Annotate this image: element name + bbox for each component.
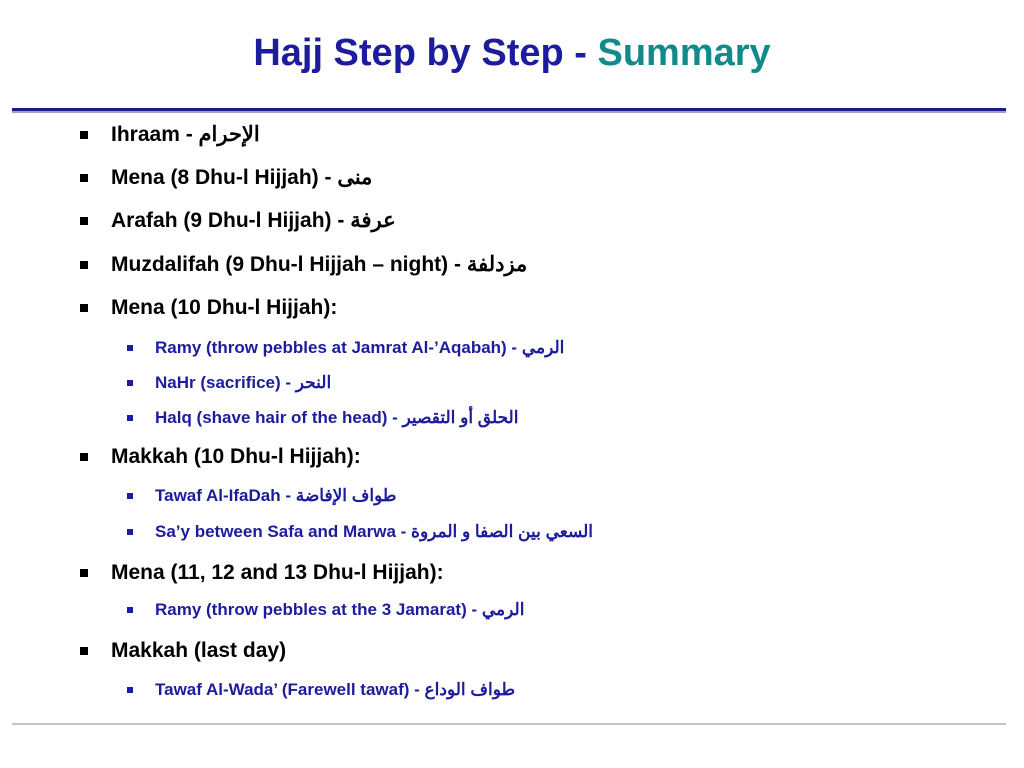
item-arabic: الإحرام [198,123,260,146]
title-main: Hajj Step by Step - [253,32,598,74]
square-bullet-icon [80,647,88,655]
item-arabic: طواف الإفاضة [295,486,397,505]
item-arabic: السعي بين الصفا و المروة [411,522,594,541]
item-text: NaHr (sacrifice) - [155,373,296,392]
item-text: Arafah (9 Dhu-l Hijjah) - [111,209,351,232]
square-bullet-icon [80,261,88,269]
square-bullet-icon [80,304,88,312]
title-accent: Summary [597,32,771,74]
square-bullet-icon [127,415,133,421]
list-item [80,638,286,664]
item-text: Ramy (throw pebbles at the 3 Jamarat) - [155,600,482,619]
sub-list-item [127,679,515,701]
item-text: Muzdalifah (9 Dhu-l Hijjah – night) - [111,253,467,276]
square-bullet-icon [80,131,88,139]
item-text: Mena (10 Dhu-l Hijjah): [111,296,338,319]
item-arabic: منى [337,166,373,189]
square-bullet-icon [127,380,133,386]
item-text: Mena (8 Dhu-l Hijjah) - [111,166,338,189]
sub-list-item [127,372,331,394]
list-item [80,560,444,586]
sub-list-item [127,599,524,621]
sub-list-item [127,337,564,359]
item-text: Makkah (last day) [111,639,287,662]
item-text: Makkah (10 Dhu-l Hijjah): [111,445,361,468]
list-item [80,444,361,470]
footer-divider [12,723,1006,725]
item-text: Ihraam - [111,123,199,146]
square-bullet-icon [127,607,133,613]
item-text: Tawaf Al-IfaDah - [155,486,296,505]
sub-list-item [127,521,593,543]
item-text: Mena (11, 12 and 13 Dhu-l Hijjah): [111,561,444,584]
item-arabic: الرمي [481,600,525,619]
square-bullet-icon [80,217,88,225]
item-arabic: الحلق أو التقصير [402,408,519,427]
item-text: Tawaf Al-Wada’ (Farewell tawaf) - [155,680,425,699]
square-bullet-icon [80,453,88,461]
list-item [80,295,337,321]
square-bullet-icon [127,687,133,693]
item-text: Ramy (throw pebbles at Jamrat Al-’Aqabah) - [155,338,522,357]
item-arabic: عرفة [350,209,396,232]
item-arabic: مزدلفة [466,253,528,276]
item-text: Halq (shave hair of the head) - [155,408,403,427]
item-arabic: الرمي [521,338,565,357]
list-item [80,165,372,191]
item-arabic: النحر [295,373,332,392]
square-bullet-icon [127,345,133,351]
square-bullet-icon [127,493,133,499]
sub-list-item [127,407,518,429]
list-item [80,208,396,234]
sub-list-item [127,485,396,507]
list-item [80,122,260,148]
square-bullet-icon [80,569,88,577]
item-text: Sa’y between Safa and Marwa - [155,522,412,541]
square-bullet-icon [127,529,133,535]
square-bullet-icon [80,174,88,182]
item-arabic: طواف الوداع [424,680,516,699]
list-item [80,252,527,278]
